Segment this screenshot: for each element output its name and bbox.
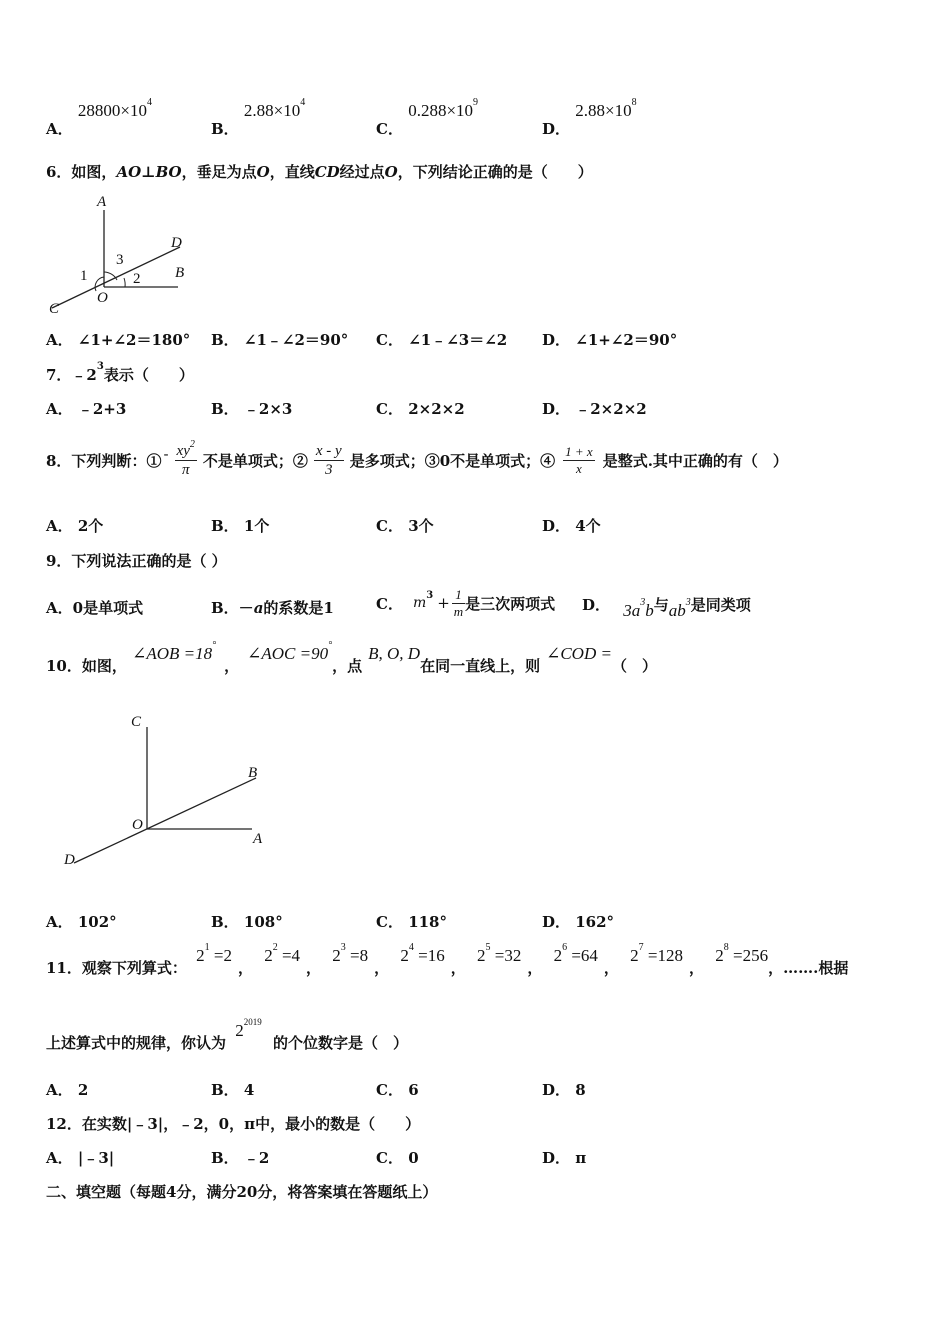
option-value: $28800\times 10^4$ xyxy=(77,97,152,120)
q7-option-a: A． ﹣2+3 xyxy=(46,400,127,418)
q6-option-b: B． ∠1﹣∠2＝90° xyxy=(211,331,349,349)
label-b: B xyxy=(248,765,258,781)
q11-option-d: D． 8 xyxy=(542,1081,586,1099)
label-a: A xyxy=(97,194,107,210)
q12-option-c: C． 0 xyxy=(376,1149,419,1167)
q7-option-c: C． 2×2×2 xyxy=(376,400,465,418)
q6-option-a: A． ∠1+∠2＝180° xyxy=(46,331,191,349)
q10-figure xyxy=(60,705,280,870)
q11-stem-line2: 上述算式中的规律，你认为 $2^{2019}$ 的个位数字是（ ） xyxy=(46,1017,408,1052)
q11-option-b: B． 4 xyxy=(211,1081,255,1099)
angle-arc-2 xyxy=(124,278,125,287)
q12-option-b: B． ﹣2 xyxy=(211,1149,270,1167)
q7-stem: 7．$﹣2^3$表示（ ） xyxy=(46,361,194,384)
eq-7: $2^7 =128$ xyxy=(630,942,684,965)
q10-option-a: A． 102° xyxy=(46,913,117,931)
fraction-2: $\frac{x - y}{3}$ xyxy=(315,442,342,478)
q9-stem: 9．下列说法正确的是（ ） xyxy=(46,552,227,570)
label-a: A xyxy=(253,831,263,847)
eq-5: $2^5 =32$ xyxy=(476,942,522,965)
q8-option-b: B． 1个 xyxy=(211,517,270,535)
q12-option-a: A． |﹣3| xyxy=(46,1149,115,1167)
q10-option-d: D． 162° xyxy=(542,913,615,931)
q5-option-a xyxy=(46,97,152,138)
option-label: A． xyxy=(46,120,73,138)
q9-option-c: C． m 3 + $\frac{1}{m}$ 是三次两项式 xyxy=(376,586,556,619)
eq-1: $2^1 =2$ xyxy=(196,942,232,965)
fraction-1-over-m: $\frac{1}{m}$ xyxy=(453,586,464,619)
label-o: O xyxy=(97,290,108,306)
label-b: B xyxy=(175,265,185,281)
q6-option-d: D． ∠1+∠2＝90° xyxy=(542,331,678,349)
q5-option-c: C． $0.288\times 10^9$ xyxy=(376,97,479,138)
q5-option-b: B． $2.88\times 10^4$ xyxy=(211,97,306,138)
q7-option-b: B． ﹣2×3 xyxy=(211,400,293,418)
fraction-1: $\frac{xy^2}{\pi}$ xyxy=(176,438,195,478)
q6-option-c: C． ∠1﹣∠3＝∠2 xyxy=(376,331,508,349)
q8-option-a: A． 2个 xyxy=(46,517,104,535)
label-c: C xyxy=(49,301,60,317)
label-angle-3: 3 xyxy=(116,252,124,268)
eq-2: $2^2 =4$ xyxy=(264,942,301,965)
q7-option-d: D． ﹣2×2×2 xyxy=(542,400,647,418)
label-c: C xyxy=(131,714,142,730)
label-d: D xyxy=(171,235,182,251)
q10-option-c: C． 118° xyxy=(376,913,447,931)
q10-stem: 10．如图， ∠AOB =18°，∠AOC =90°，点B, O, D在同一直线上，则∠COD =（ ） xyxy=(46,640,657,675)
q11-option-a: A． 2 xyxy=(46,1081,89,1099)
label-angle-2: 2 xyxy=(133,271,141,287)
angle-arc-3 xyxy=(104,272,117,280)
q9-option-d: D． $3a^3b$与$ab^3$是同类项 xyxy=(582,596,751,620)
q8-option-c: C． 3个 xyxy=(376,517,434,535)
q5-option-d: D． $2.88\times 10^8$ xyxy=(542,97,637,138)
eq-6: $2^6 =64$ xyxy=(553,942,598,965)
q9-option-b: B．－a的系数是1 xyxy=(211,599,334,617)
section-heading-fill-in: 二、填空题（每题4分，满分20分，将答案填在答题纸上） xyxy=(46,1183,438,1201)
eq-3: $2^3 =8$ xyxy=(332,942,369,965)
q11-option-c: C． 6 xyxy=(376,1081,419,1099)
fraction-3: $\frac{1 + x}{x}$ xyxy=(565,443,593,476)
line-db xyxy=(74,778,256,863)
q6-stem: 6．如图，AO⊥BO，垂足为点O，直线CD经过点O，下列结论正确的是（ ） xyxy=(46,163,593,181)
q8-option-d: D． 4个 xyxy=(542,517,601,535)
eq-8: $2^8 =256$ xyxy=(715,942,769,965)
q9-option-a: A．0是单项式 xyxy=(46,599,144,617)
eq-4: $2^4 =16$ xyxy=(400,942,445,965)
q12-stem: 12．在实数|﹣3|，﹣2，0，π中，最小的数是（ ） xyxy=(46,1115,421,1133)
label-d: D xyxy=(64,852,75,868)
q11-stem: 11．观察下列算式： $2^1 =2$， $2^2 =4$， $2^3 =8$， $2^4 =16$， $2^5 =32$， $2^6 =64$， $2^7 =128$， $2^8 =256$，…….根据 xyxy=(46,942,849,977)
q8-stem: 8．下列判断：① - $\frac{xy^2}{\pi}$ 不是单项式；② $\frac{x - y}{3}$ 是多项式；③0不是单项式；④ $\frac{1 + x}{x}$ 是整式.其中正确的有（ ） xyxy=(46,438,788,478)
q12-option-d: D． π xyxy=(542,1149,587,1167)
label-angle-1: 1 xyxy=(80,268,88,284)
label-o: O xyxy=(132,817,143,833)
q6-figure xyxy=(40,192,200,317)
q10-option-b: B． 108° xyxy=(211,913,283,931)
